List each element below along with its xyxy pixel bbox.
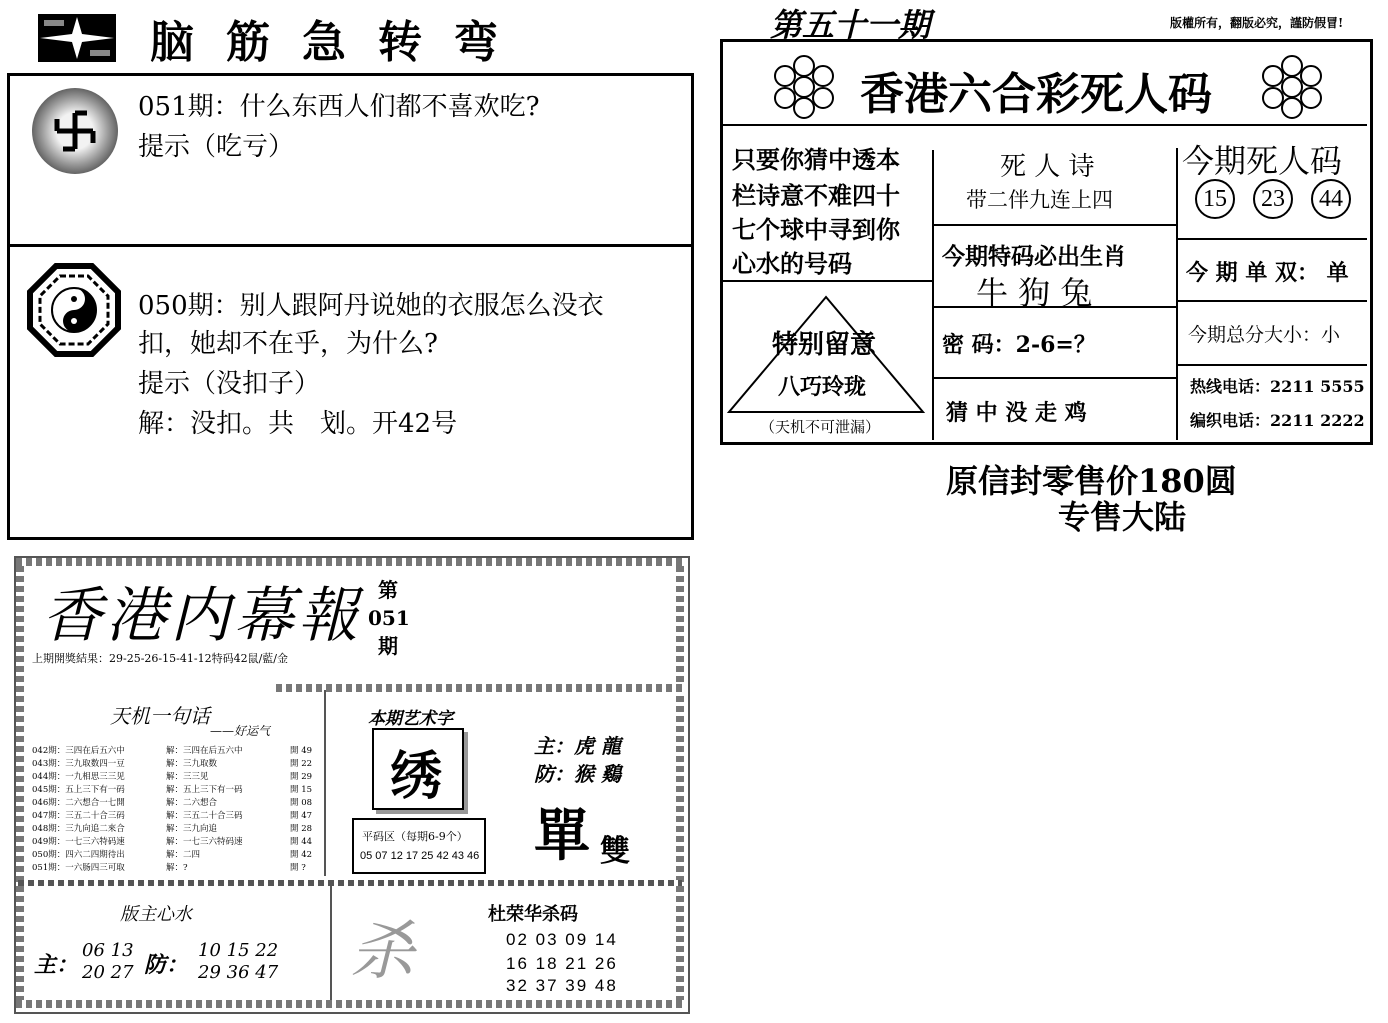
- record-row: [32, 757, 322, 770]
- flower-right-icon: [1256, 54, 1328, 120]
- main-label: 主：: [34, 952, 79, 978]
- edit-phone-text: 编织电话：2211 2222: [1190, 411, 1365, 430]
- card-divider: [722, 124, 1367, 126]
- flat-zone-title: 平码区（每期6-9个）: [362, 830, 468, 843]
- main-zodiac: 主：虎 龍: [534, 734, 621, 758]
- record-solution: 解：二六想合: [166, 798, 218, 808]
- record-period: 049期：一七三六特码速: [32, 837, 125, 847]
- copyright-notice: 版權所有，翻版必究，謹防假冒!: [1170, 16, 1344, 30]
- special-attention-text: 特别留意: [772, 330, 877, 360]
- record-row: [32, 783, 322, 796]
- paper-issue-label: [368, 576, 408, 660]
- paper-issue-part: 第: [378, 578, 398, 602]
- kill-numbers-row: 32 37 39 48: [506, 976, 618, 995]
- double-char: 雙: [600, 834, 630, 869]
- records-list: [32, 744, 322, 874]
- record-open: 開 15: [290, 785, 313, 795]
- card-divider: [1178, 238, 1367, 240]
- kill-char: 杀: [350, 915, 414, 989]
- record-period: 048期：三九向追二來合: [32, 824, 125, 834]
- record-period: 044期：一九相思三三见: [32, 772, 125, 782]
- record-row: [32, 796, 322, 809]
- record-solution: 解：三五二十合三码: [166, 811, 243, 821]
- record-open: 開 47: [290, 811, 313, 821]
- mainland-line: 专售大陆: [1058, 498, 1187, 536]
- record-row: [32, 744, 322, 757]
- kill-numbers-row: 16 18 21 26: [506, 954, 618, 973]
- star-logo-icon: [38, 14, 116, 62]
- flat-zone-numbers: 05 07 12 17 25 42 43 46: [360, 850, 480, 862]
- heart-title: 版主心水: [120, 904, 192, 925]
- record-open: 開 22: [290, 759, 313, 769]
- record-row: [32, 861, 322, 874]
- border-strip: [676, 566, 684, 1000]
- border-strip: [16, 1000, 684, 1008]
- price-line: 原信封零售价180圆: [946, 462, 1237, 500]
- guard-numbers: 29 36 47: [198, 962, 279, 983]
- odd-even-text: 今 期 单 双： 单: [1186, 260, 1349, 286]
- zodiac-values: 牛 狗 兔: [976, 274, 1093, 312]
- record-open: 開 08: [290, 798, 313, 808]
- guard-zodiac: 防：猴 鷄: [534, 762, 621, 786]
- record-row: [32, 770, 322, 783]
- riddle-050-question-line1: 050期：别人跟阿丹说她的衣服怎么没衣: [138, 291, 604, 321]
- section-divider: [324, 690, 326, 876]
- record-open: 開 44: [290, 837, 313, 847]
- riddle-title: 脑筋急转弯: [150, 17, 530, 68]
- record-period: 043期：三九取数四一豆: [32, 759, 125, 769]
- section-divider: [330, 886, 332, 1000]
- record-solution: 解：三九向追: [166, 824, 218, 834]
- border-strip: [16, 566, 24, 1000]
- record-period: 050期：四六二四期待出: [32, 850, 125, 860]
- issue-title: 第五十一期: [770, 6, 931, 44]
- record-period: 051期：一六肠四三可取: [32, 863, 125, 873]
- poem-line: 带二伴九连上四: [966, 188, 1113, 212]
- record-open: 開 49: [290, 746, 313, 756]
- swastika-emblem-icon: [32, 88, 118, 174]
- record-period: 047期：三五二十合三码: [32, 811, 125, 821]
- card-divider: [1178, 364, 1367, 366]
- dead-code-title: 今期死人码: [1182, 142, 1343, 180]
- card-divider: [932, 150, 934, 440]
- poem-title: 死 人 诗: [1000, 152, 1095, 182]
- flat-zone-box: [352, 818, 486, 874]
- card-divider: [722, 280, 934, 282]
- guess-line: 猜 中 没 走 鸡: [946, 400, 1087, 426]
- total-size-text: 今期总分大小：小: [1188, 324, 1341, 346]
- eight-puzzle-text: 八巧玲珑: [778, 374, 867, 400]
- main-numbers: 06 13: [82, 940, 134, 961]
- card-divider: [934, 224, 1176, 226]
- hotline-text: 热线电话：2211 5555: [1190, 377, 1365, 396]
- paper-issue-part: 期: [378, 634, 398, 658]
- zodiac-title: 今期特码必出生肖: [942, 243, 1126, 270]
- record-period: 045期：五上三下有一码: [32, 785, 125, 795]
- yin-yang-bagua-icon: [26, 262, 122, 358]
- record-period: 042期：三四在后五六中: [32, 746, 125, 756]
- card-title: 香港六合彩死人码: [860, 69, 1212, 120]
- card-divider: [1176, 148, 1178, 440]
- pick-char: 绣: [390, 746, 443, 807]
- record-solution: 解：五上三下有一码: [166, 785, 243, 795]
- record-solution: 解：三九取数: [166, 759, 218, 769]
- flower-left-icon: [768, 54, 840, 120]
- record-period: 046期：二六想合一七開: [32, 798, 125, 808]
- record-solution: 解：?: [166, 863, 188, 873]
- secret-note: （天机不可泄漏）: [760, 418, 881, 436]
- kill-title: 杜荣华杀码: [488, 904, 578, 925]
- kill-numbers-row: 02 03 09 14: [506, 930, 618, 949]
- border-strip: [16, 558, 684, 566]
- record-open: 開 ?: [290, 863, 306, 873]
- record-row: [32, 835, 322, 848]
- record-solution: 解：三三见: [166, 772, 209, 782]
- heaven-subtitle: ——好运气: [210, 724, 271, 738]
- paper-title: 香港内幕報: [42, 581, 362, 651]
- riddle-050-question-line2: 扣，她却不在乎，为什么?: [138, 329, 438, 359]
- poem-intro-line: 七个球中寻到你: [732, 215, 900, 244]
- dead-code-ball: 44: [1311, 179, 1351, 219]
- riddle-051-hint: 提示（吃亏）: [138, 132, 295, 162]
- record-solution: 解：二四: [166, 850, 201, 860]
- dead-code-ball: 23: [1253, 179, 1293, 219]
- riddle-050-hint: 提示（没扣子）: [138, 369, 321, 399]
- poem-intro-line: 心水的号码: [732, 249, 852, 278]
- guard-numbers: 10 15 22: [198, 940, 279, 961]
- record-open: 開 28: [290, 824, 313, 834]
- section-divider: [18, 880, 682, 886]
- logo: [38, 14, 116, 62]
- record-row: [32, 822, 322, 835]
- record-open: 開 29: [290, 772, 313, 782]
- riddle-051-question: 051期：什么东西人们都不喜欢吃?: [138, 92, 540, 122]
- heaven-title: 天机一句话: [110, 704, 210, 728]
- poem-intro-line: 栏诗意不难四十: [732, 181, 900, 210]
- card-divider: [1178, 300, 1367, 302]
- record-row: [32, 809, 322, 822]
- riddle-050-solution: 解：没扣。共 划。开42号: [138, 409, 458, 439]
- paper-issue-part: 051: [368, 606, 410, 630]
- border-strip: [276, 684, 684, 692]
- poem-intro-line: 只要你猜中透本: [732, 145, 900, 174]
- last-result: 上期開獎結果：29-25-26-15-41-12特码42鼠/藍/金: [32, 652, 288, 665]
- pick-char-title: 本期艺术字: [368, 709, 453, 729]
- dead-code-ball: 15: [1195, 179, 1235, 219]
- password-text: 密 码：2-6=？: [942, 332, 1096, 358]
- guard-label: 防：: [144, 952, 189, 978]
- single-char: 單: [534, 803, 590, 869]
- card-divider: [934, 377, 1176, 379]
- record-solution: 解：一七三六特码速: [166, 837, 243, 847]
- record-row: [32, 848, 322, 861]
- record-solution: 解：三四在后五六中: [166, 746, 243, 756]
- record-open: 開 42: [290, 850, 313, 860]
- main-numbers: 20 27: [82, 962, 134, 983]
